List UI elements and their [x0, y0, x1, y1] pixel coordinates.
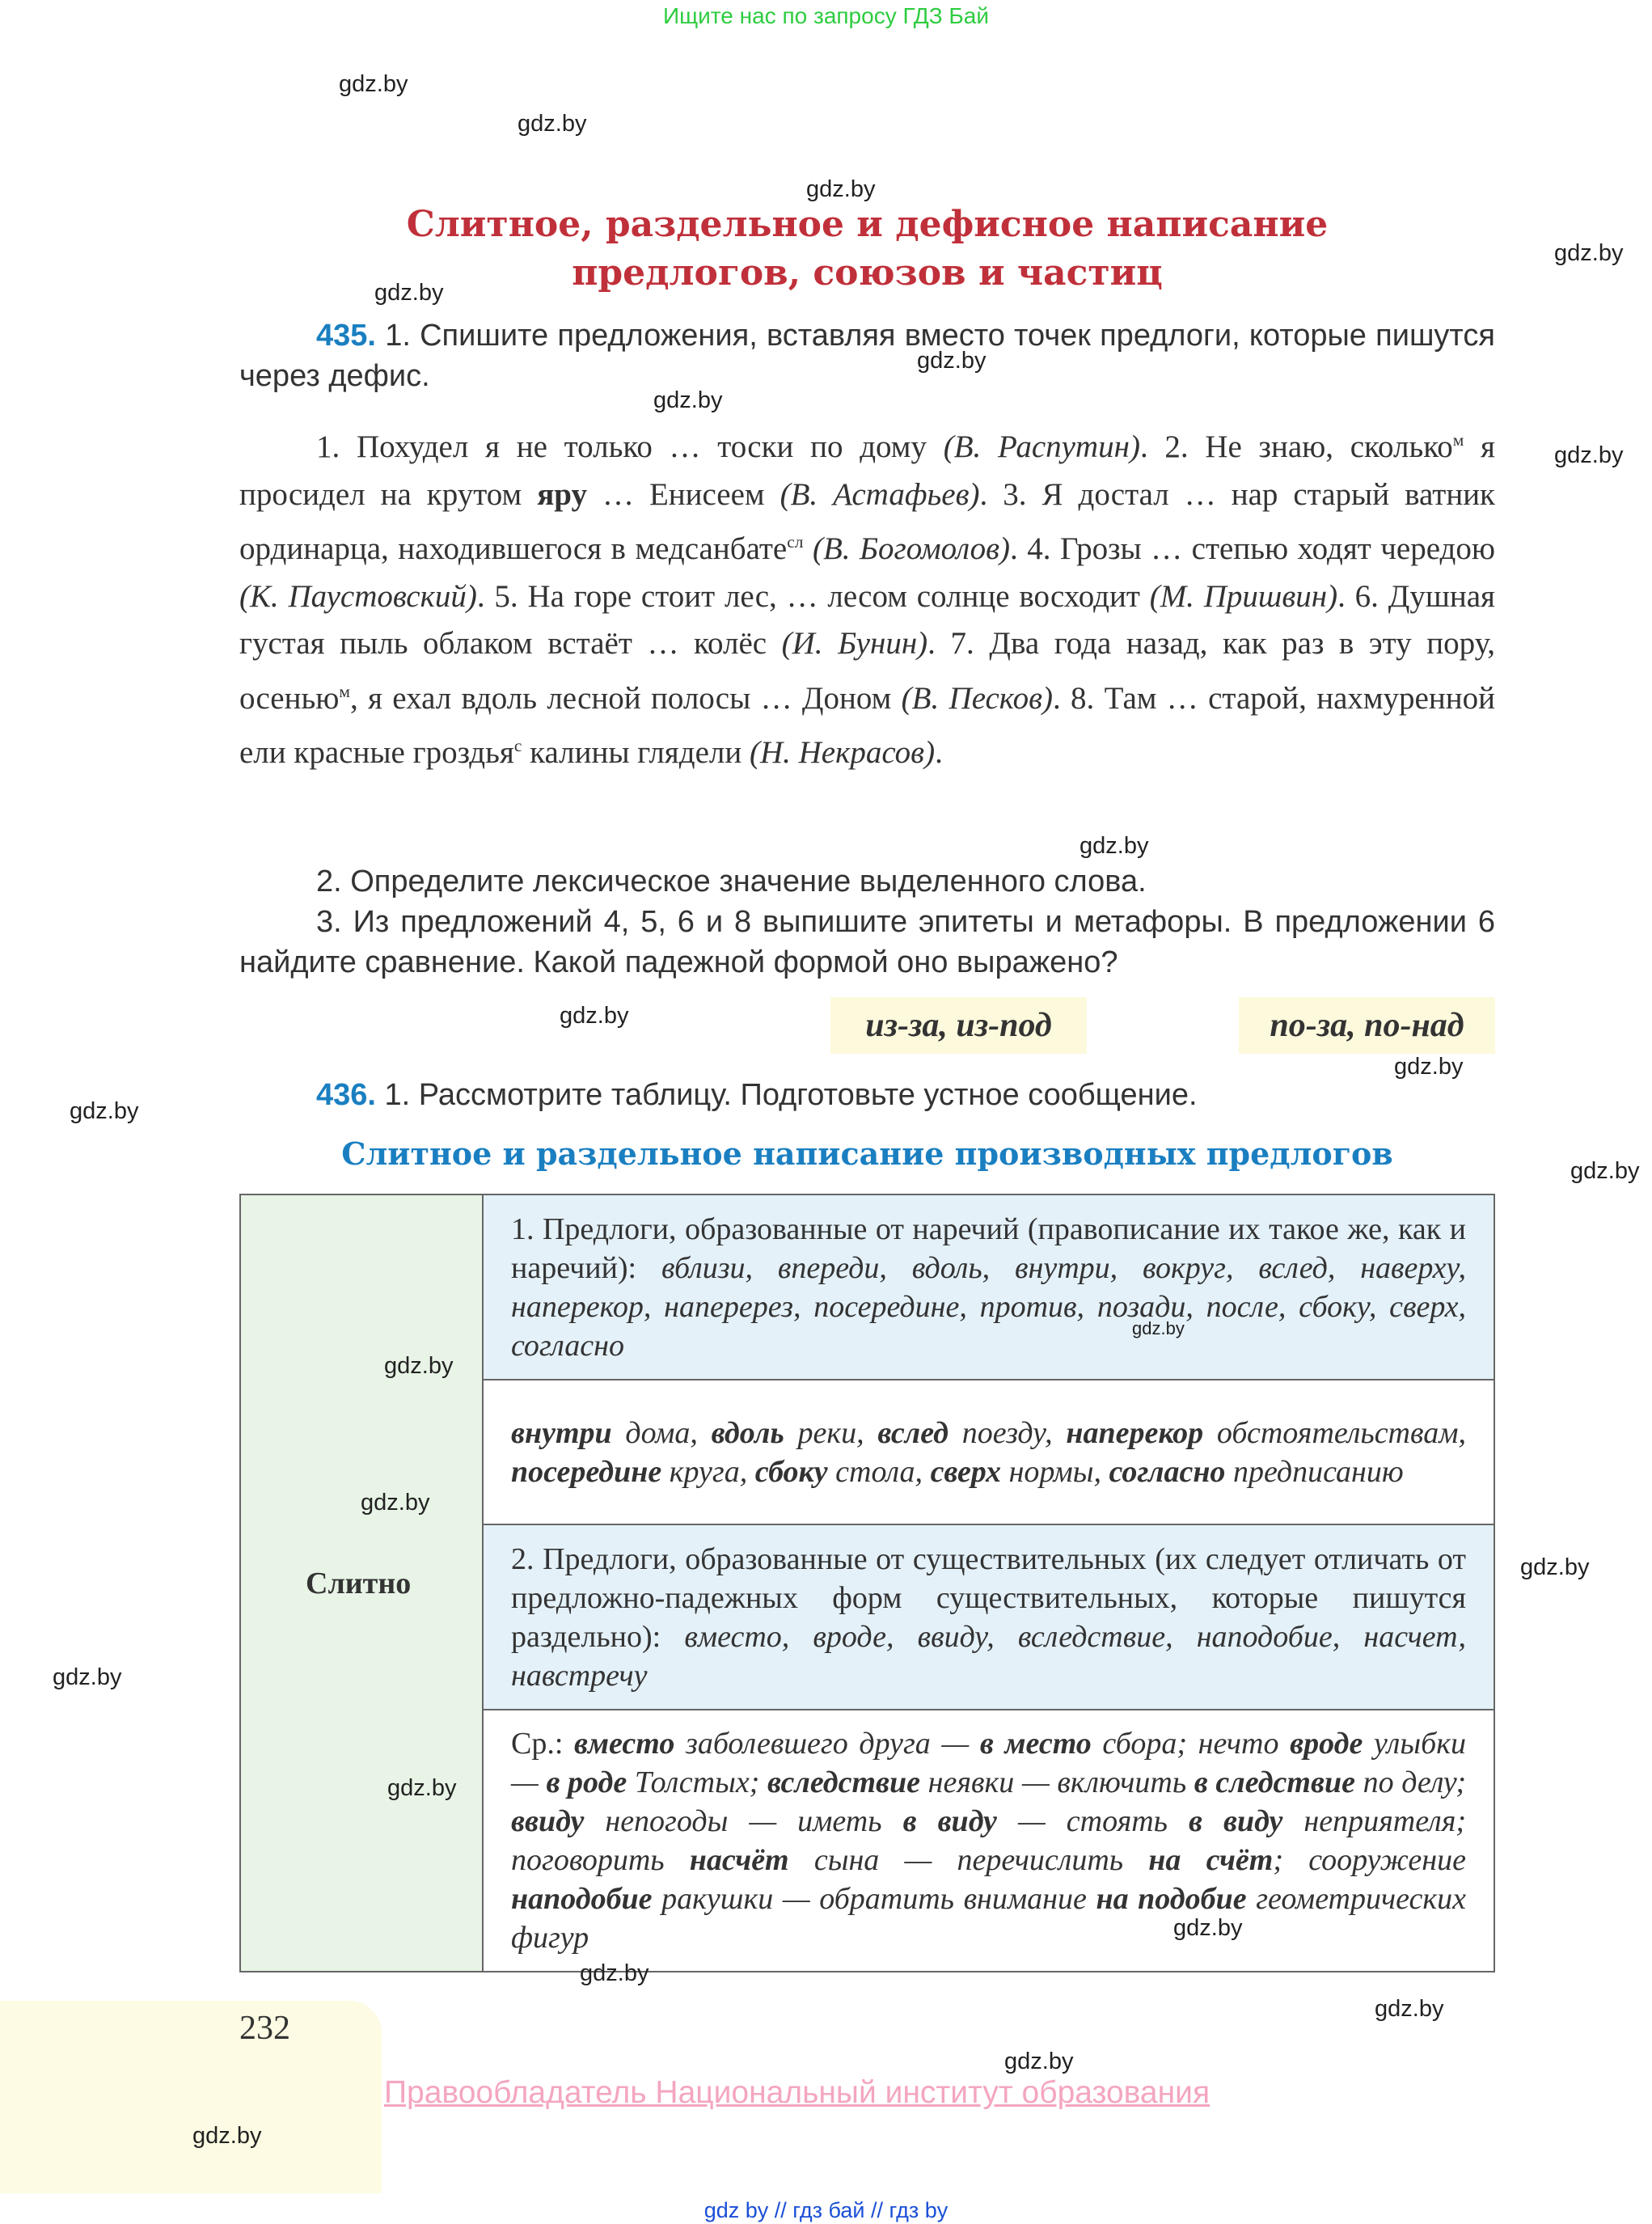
watermark: gdz.by: [1080, 833, 1149, 859]
watermark: gdz.by: [560, 1003, 629, 1029]
text-run: непогоды — иметь: [584, 1804, 903, 1838]
text-run: вслед: [877, 1415, 949, 1450]
ex435-task1: [239, 315, 1495, 396]
text-run: [803, 531, 812, 566]
text-run: неявки — включить: [920, 1765, 1194, 1799]
text-run: сбора; нечто: [1091, 1727, 1291, 1761]
watermark: gdz.by: [917, 348, 987, 374]
watermark: gdz.by: [70, 1098, 139, 1124]
watermark: gdz.by: [1375, 1996, 1444, 2022]
text-run: наподобие: [511, 1882, 653, 1916]
text-run: согласно: [1109, 1454, 1226, 1489]
text-run: стола,: [827, 1454, 931, 1489]
table-title: Слитное и раздельное написание производных предлогов: [341, 1135, 1393, 1172]
text-run: (К. Паустовский): [239, 578, 477, 614]
text-run: поезду,: [948, 1415, 1067, 1450]
prepositions-tag: по-за, по-над: [1239, 997, 1495, 1054]
watermark: gdz.by: [1004, 2049, 1074, 2074]
task-text: 1. Рассмотрите таблицу. Подготовьте устное сообщение.: [384, 1078, 1198, 1112]
text-run: вместо: [574, 1727, 675, 1761]
text-run: реки,: [784, 1415, 878, 1450]
search-banner[interactable]: Ищите нас по запросу ГДЗ Бай: [662, 3, 990, 28]
ex435-sentences: [239, 416, 1495, 777]
text-run: ввиду: [511, 1804, 585, 1838]
text-run: (В. Астафьев): [780, 476, 980, 512]
text-run: вследствие: [767, 1765, 921, 1799]
watermark: gdz.by: [806, 176, 876, 202]
text-run: (В. Песков): [901, 680, 1053, 716]
task-text: 1. Спишите предложения, вставляя вместо точек предлоги, которые пишутся через дефис.: [239, 319, 1495, 393]
watermark: gdz.by: [384, 1353, 454, 1379]
text-run: в виду: [1189, 1804, 1283, 1838]
watermark: gdz.by: [1554, 240, 1624, 266]
text-run: в следствие: [1194, 1765, 1355, 1799]
watermark: gdz.by: [1554, 442, 1624, 468]
watermark: gdz.by: [387, 1775, 457, 1801]
text-run: заболевшего друга —: [674, 1727, 980, 1761]
text-run: нормы,: [1001, 1454, 1109, 1489]
task3: 3. Из предложений 4, 5, 6 и 8 выпишите эпитеты и метафоры. В предложении 6 найдите сравнение. Какой падежной формой оно выражено?: [239, 905, 1495, 979]
watermark: gdz.by: [1394, 1054, 1464, 1080]
watermark: gdz.by: [1570, 1158, 1640, 1184]
table-row: [483, 1194, 1494, 1380]
text-run: в роде: [546, 1765, 627, 1799]
text-run: калины глядели: [522, 735, 750, 770]
bottom-links[interactable]: gdz by // гдз бай // гдз by: [703, 2198, 949, 2222]
text-run: сына — перечислить: [788, 1843, 1149, 1877]
text-run: , я ехал вдоль лесной полосы … Доном: [349, 680, 902, 716]
text-run: сл: [787, 532, 804, 552]
watermark: gdz.by: [374, 280, 444, 306]
text-run: Ср.:: [511, 1727, 575, 1761]
text-run: предписанию: [1225, 1454, 1404, 1489]
watermark: gdz.by: [53, 1664, 122, 1690]
table-row: [483, 1380, 1494, 1524]
copyright-footer[interactable]: Правообладатель Национальный институт образования: [384, 2075, 1210, 2110]
text-run: круга,: [661, 1454, 755, 1489]
text-run: сбоку: [754, 1454, 828, 1489]
watermark: gdz.by: [1520, 1554, 1590, 1580]
title-line: Слитное, раздельное и дефисное написание: [406, 204, 1329, 245]
text-run: в виду: [902, 1804, 997, 1838]
text-run: вдоль: [711, 1415, 784, 1450]
text-run: (В. Распутин): [943, 429, 1140, 464]
row-text: 2. Предлоги, образованные от существительных (их следует отличать от предложно-падежных форм существительных, которые пишутся раздельно):: [511, 1541, 1466, 1654]
text-run: вроде: [1290, 1727, 1363, 1761]
text-run: . 6. Душная густая пыль облаком встаёт … колёс: [239, 578, 1495, 661]
text-run: на счёт: [1148, 1843, 1274, 1877]
watermark: gdz.by: [361, 1490, 430, 1516]
task2: 2. Определите лексическое значение выделенного слова.: [316, 865, 1147, 898]
text-run: м: [339, 681, 350, 701]
table-row: [483, 1710, 1494, 1972]
prepositions-tag: из-за, из-под: [830, 997, 1087, 1054]
table-row: [483, 1524, 1494, 1710]
text-run: .: [935, 735, 943, 770]
row-examples: вблизи, впереди, вдоль, внутри, вокруг, вслед, наверху, наперекор, наперерез, посередине, против, позади, после, сбоку, сверх, согласно: [511, 1250, 1466, 1363]
watermark: gdz.by: [1132, 1318, 1185, 1338]
row-examples: вместо, вроде, ввиду, вследствие, наподобие, насчет, навстречу: [511, 1619, 1466, 1693]
text-run: геометрических фигур: [511, 1882, 1466, 1955]
text-run: обстоятельствам,: [1203, 1415, 1466, 1450]
text-run: ракушки — обратить внимание: [652, 1882, 1096, 1916]
watermark: gdz.by: [518, 111, 587, 137]
text-run: м: [1452, 430, 1464, 450]
text-run: насчёт: [689, 1843, 789, 1877]
text-run: улыбки —: [511, 1727, 1466, 1799]
text-run: 1. Похудел я не только … тоски по дому: [316, 429, 944, 464]
text-run: . 5. На горе стоит лес, … лесом солнце восходит: [476, 578, 1150, 614]
watermark: gdz.by: [1173, 1915, 1243, 1941]
text-run: дома,: [611, 1415, 712, 1450]
text-run: посередине: [511, 1454, 662, 1489]
text-run: . 3. Я достал … нар старый ватник ординарца, находившегося в медсанбате: [239, 476, 1496, 566]
page-number: 232: [239, 2010, 290, 2047]
exercise-number: 435.: [316, 319, 376, 353]
text-run: на подобие: [1096, 1882, 1247, 1916]
prepositions-table: [239, 1194, 1495, 1972]
exercise-number: 436.: [316, 1078, 376, 1112]
text-run: (В. Богомолов): [812, 531, 1011, 566]
text-run: . 4. Грозы … степью ходят чередою: [1010, 531, 1495, 566]
text-run: внутри: [511, 1415, 612, 1450]
text-run: — стоять: [996, 1804, 1189, 1838]
text-run: яру: [537, 476, 587, 512]
text-run: с: [513, 736, 522, 755]
watermark: gdz.by: [192, 2123, 262, 2149]
text-run: неприятеля; поговорить: [511, 1804, 1467, 1877]
text-run: в место: [979, 1727, 1092, 1761]
text-run: . 7. Два года назад, как раз в эту пору, осенью: [239, 626, 1495, 716]
text-run: … Енисеем: [586, 476, 780, 512]
watermark: gdz.by: [339, 71, 408, 97]
row-text: 1. Предлоги, образованные от наречий (правописание их такое же, как и наречий):: [511, 1211, 1466, 1285]
text-run: по делу;: [1354, 1765, 1466, 1799]
page-number-box: [0, 2001, 382, 2193]
text-run: (Н. Некрасов): [749, 735, 936, 770]
text-run: (И. Бунин): [781, 626, 928, 661]
watermark: gdz.by: [580, 1960, 649, 1986]
ex435-tasks: [239, 861, 1495, 983]
text-run: . 8. Там … старой, нахмуренной ели красные гроздья: [239, 680, 1495, 770]
text-run: Толстых;: [627, 1765, 767, 1799]
text-run: . 2. Не знаю, сколько: [1139, 429, 1453, 464]
text-run: я просидел на крутом: [239, 429, 1495, 512]
watermark: gdz.by: [653, 387, 723, 413]
text-run: сверх: [930, 1454, 1002, 1489]
left-label: Слитно: [240, 1194, 483, 1972]
text-run: наперекор: [1066, 1415, 1204, 1450]
ex436-task1: [239, 1075, 1495, 1115]
text-run: ; сооружение: [1273, 1843, 1466, 1877]
title-line: предлогов, союзов и частиц: [572, 252, 1163, 294]
text-run: (М. Пришвин): [1149, 578, 1338, 614]
